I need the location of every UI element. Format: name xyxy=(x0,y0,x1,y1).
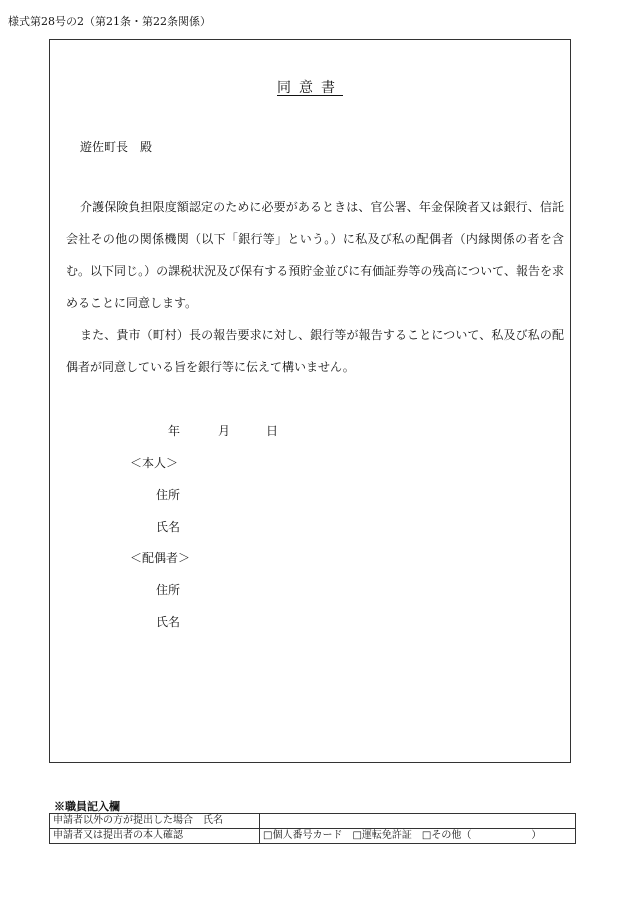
spouse-section-heading: ＜配偶者＞ xyxy=(130,551,191,565)
self-name-label: 氏名 xyxy=(156,520,181,534)
date-month-label: 月 xyxy=(218,424,231,438)
staff-entry-table xyxy=(49,813,576,844)
consent-paragraph-1: 介護保険負担限度額認定のために必要があるときは、官公署、年金保険者又は銀行、信託会社その他の関係機関（以下「銀行等」という。）に私及び私の配偶者（内縁関係の者を含む。以下同じ。）の課税状況及び保有する預貯金並びに有価証券等の残高について、報告を求めることに同意します。 xyxy=(66,200,564,310)
id-option-drivers-license[interactable]: □運転免許証 xyxy=(352,830,412,841)
identity-check-options xyxy=(260,829,576,844)
document-title: 同意書 xyxy=(277,80,343,96)
form-number: 様式第28号の2（第21条・第22条関係） xyxy=(8,15,211,28)
date-line xyxy=(168,422,278,439)
self-address-label: 住所 xyxy=(156,488,181,502)
id-option-mynumber-card[interactable]: □個人番号カード xyxy=(263,830,343,841)
consent-paragraph-2: また、貴市（町村）長の報告要求に対し、銀行等が報告することについて、私及び私の配偶者が同意している旨を銀行等に伝えて構いません。 xyxy=(66,328,564,374)
table-row xyxy=(50,814,576,829)
addressee: 遊佐町長 殿 xyxy=(80,140,153,154)
submitter-name-field[interactable] xyxy=(260,814,576,829)
spouse-address-label: 住所 xyxy=(156,583,181,597)
consent-form-frame xyxy=(49,39,571,763)
staff-box-caption: ※職員記入欄 xyxy=(54,800,120,813)
date-year-label: 年 xyxy=(168,424,181,438)
submitter-name-label: 申請者以外の方が提出した場合 氏名 xyxy=(50,814,260,829)
spouse-name-label: 氏名 xyxy=(156,615,181,629)
date-day-label: 日 xyxy=(266,424,279,438)
self-section-heading: ＜本人＞ xyxy=(130,456,179,470)
identity-check-label: 申請者又は提出者の本人確認 xyxy=(50,829,260,844)
table-row xyxy=(50,829,576,844)
id-option-other[interactable]: □その他（ ） xyxy=(421,830,542,841)
